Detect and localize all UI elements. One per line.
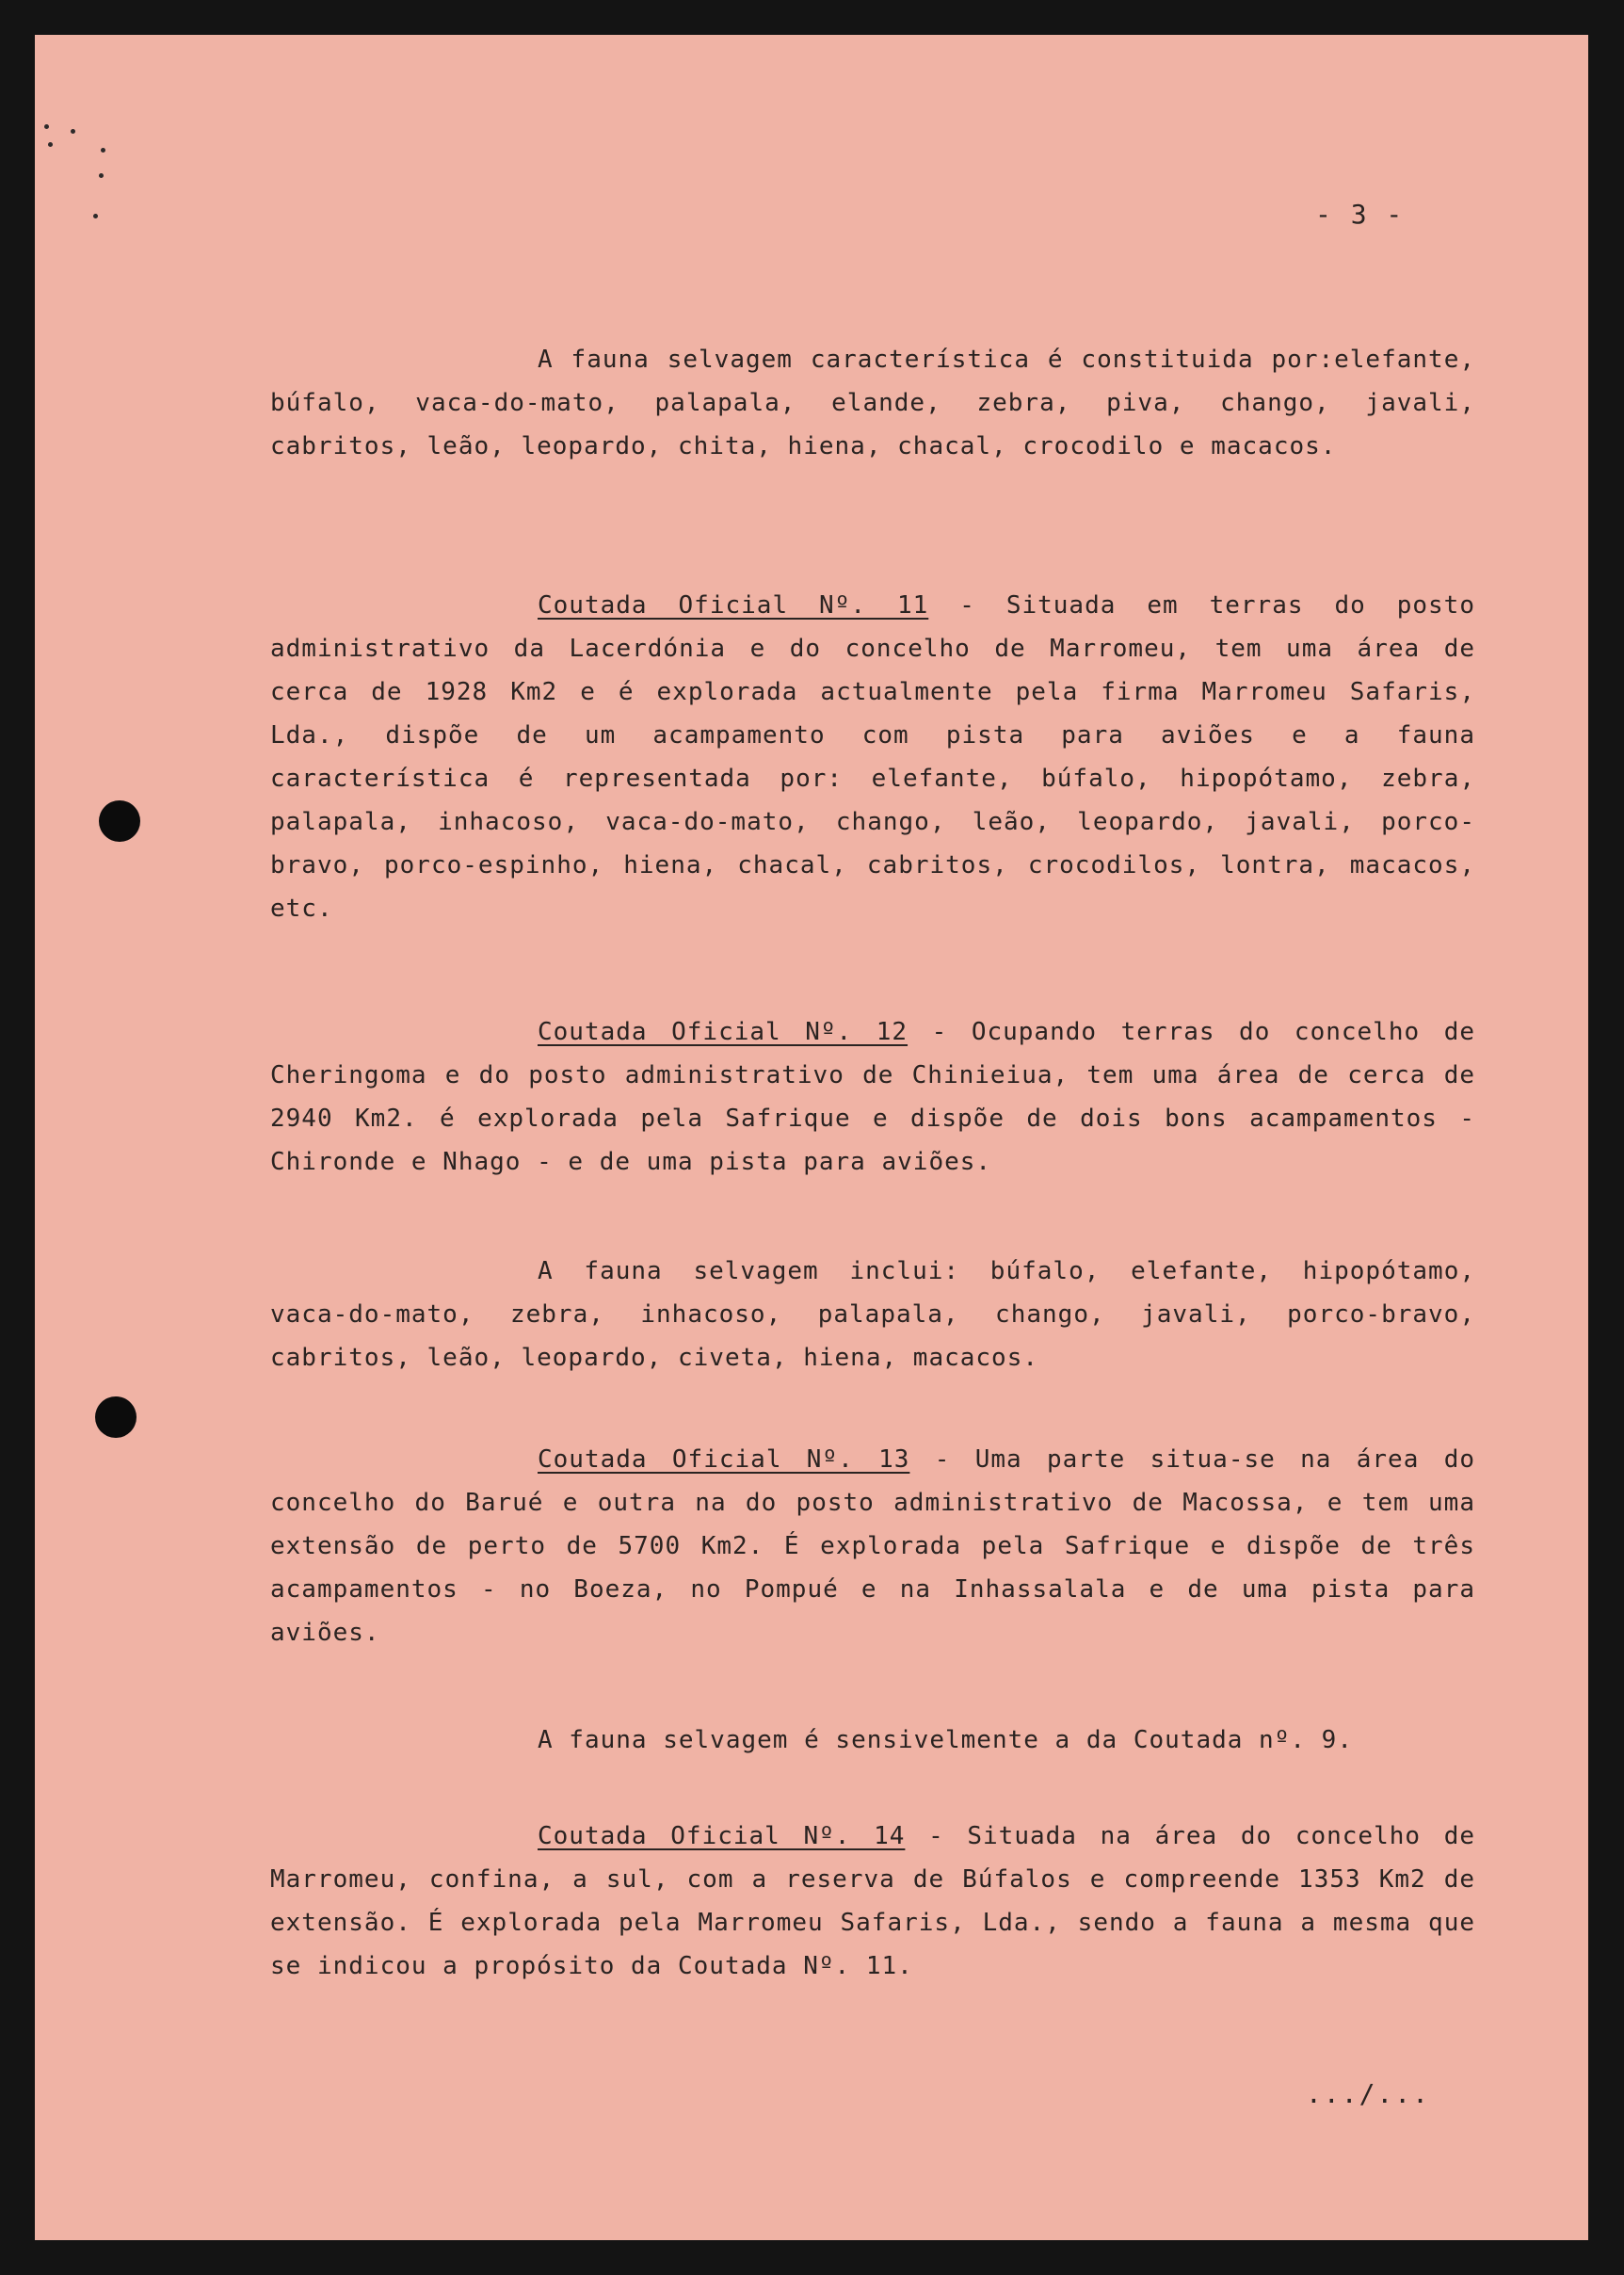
paragraph-fauna-13: A fauna selvagem é sensivelmente a da Coutada nº. 9. [538, 1726, 1353, 1754]
margin-speck [44, 124, 49, 129]
margin-speck [48, 142, 53, 147]
paragraph-coutada-12: Coutada Oficial Nº. 12 - Ocupando terras do concelho de Cheringoma e do posto administrativo de Chinieiua, tem uma área de cerca de 2940 Km2. é explorada pela Safrique e dispõe de dois bons acampamentos - Chironde e Nhago - e de uma pista para aviões. [270, 1018, 1475, 1176]
continuation-mark: .../... [1306, 2078, 1431, 2109]
section-heading: Coutada Oficial Nº. 14 [538, 1822, 906, 1850]
section-heading: Coutada Oficial Nº. 11 [538, 591, 929, 620]
page-number: - 3 - [1315, 199, 1405, 230]
paragraph-coutada-14: Coutada Oficial Nº. 14 - Situada na área do concelho de Marromeu, confina, a sul, com a reserva de Búfalos e compreende 1353 Km2 de extensão. É explorada pela Marromeu Safaris, Lda., sendo a fauna a mesma que se indicou a propósito da Coutada Nº. 11. [270, 1822, 1476, 1980]
margin-speck [93, 214, 98, 218]
paragraph-fauna-12: A fauna selvagem inclui: búfalo, elefante, hipopótamo, vaca-do-mato, zebra, inhacoso, palapala, chango, javali, porco-bravo, cabritos, leão, leopardo, civeta, hiena, macacos. [270, 1257, 1475, 1372]
paragraph-coutada-11: Coutada Oficial Nº. 11 - Situada em terras do posto administrativo da Lacerdónia e do concelho de Marromeu, tem uma área de cerca de 1928 Km2 e é explorada actualmente pela firma Marromeu Safaris, Lda., dispõe de um acampamento com pista para aviões e a fauna característica é representada por: elefante, búfalo, hipopótamo, zebra, palapala, inhacoso, vaca-do-mato, chango, leão, leopardo, javali, porco-bravo, porco-espinho, hiena, chacal, cabritos, crocodilos, lontra, macacos, etc. [270, 591, 1475, 923]
margin-speck [71, 129, 75, 134]
punch-hole [95, 1396, 137, 1438]
margin-speck [101, 148, 105, 153]
paragraph-coutada-13: Coutada Oficial Nº. 13 - Uma parte situa-se na área do concelho do Barué e outra na do posto administrativo de Macossa, e tem uma extensão de perto de 5700 Km2. É explorada pela Safrique e dispõe de três acampamentos - no Boeza, no Pompué e na Inhassalala e de uma pista para aviões. [270, 1445, 1475, 1647]
section-heading: Coutada Oficial Nº. 12 [538, 1018, 908, 1046]
punch-hole [99, 800, 140, 842]
margin-speck [99, 173, 104, 178]
paragraph-fauna-intro: A fauna selvagem característica é constituida por:elefante, búfalo, vaca-do-mato, palapala, elande, zebra, piva, chango, javali, cabritos, leão, leopardo, chita, hiena, chacal, crocodilo e macacos. [270, 346, 1475, 460]
document-page [35, 35, 1588, 2240]
section-heading: Coutada Oficial Nº. 13 [538, 1445, 910, 1474]
